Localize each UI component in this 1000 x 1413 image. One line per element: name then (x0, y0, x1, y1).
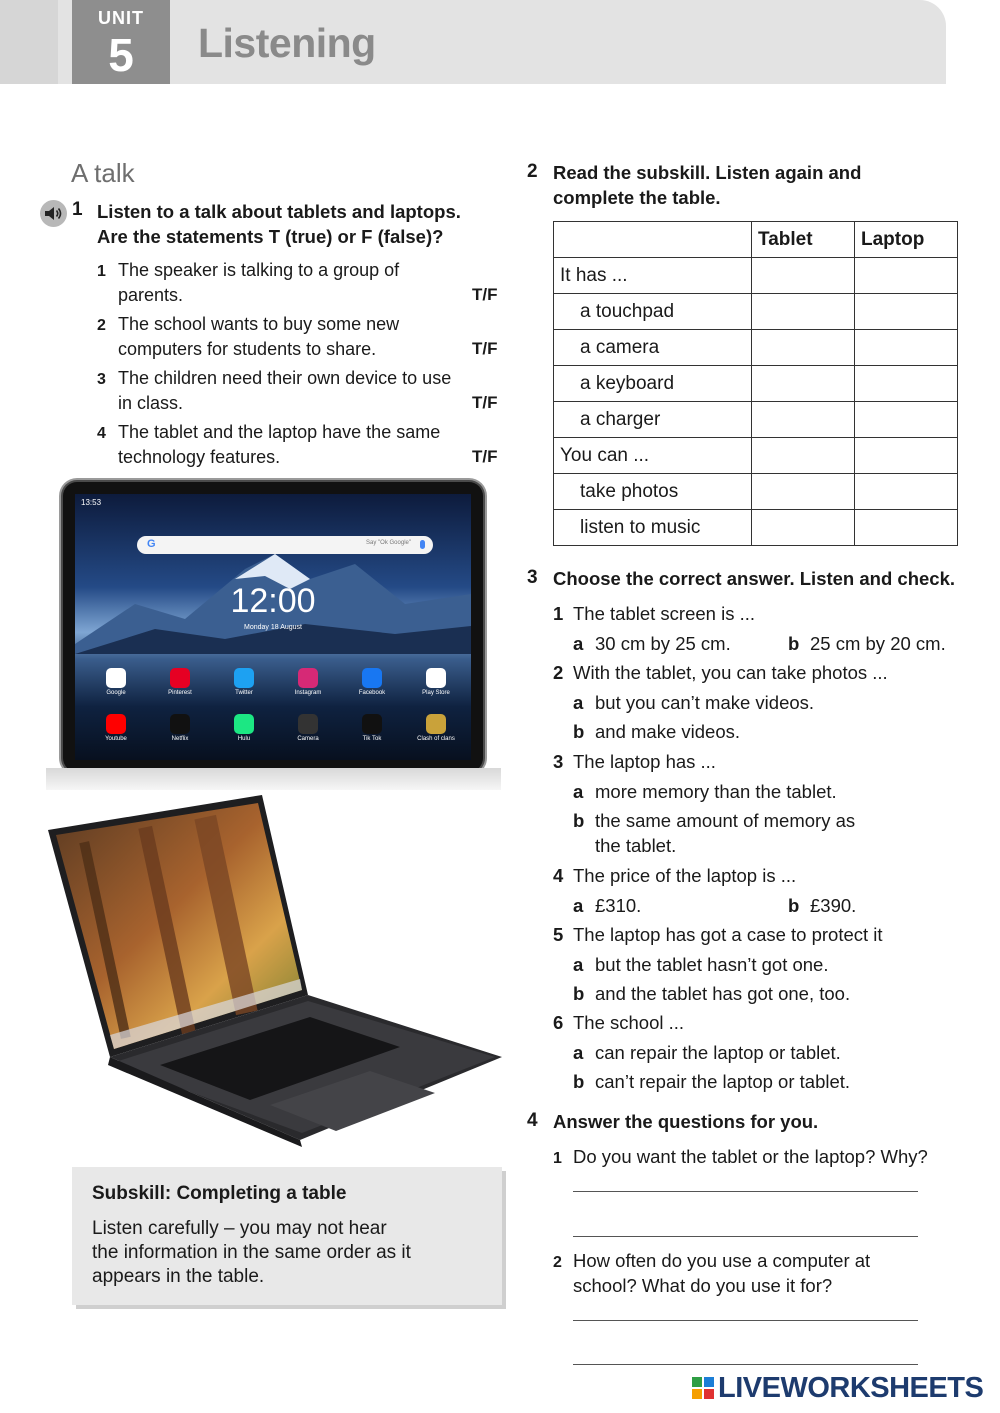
app-glyph-icon (106, 668, 126, 688)
page-title: Listening (198, 20, 376, 66)
table-header-laptop: Laptop (855, 222, 958, 258)
question-text: The laptop has got a case to protect it (573, 924, 883, 945)
item-number: 5 (553, 924, 564, 945)
search-hint: Say "Ok Google" (366, 540, 411, 546)
table-row-label: It has ... (554, 258, 752, 294)
microphone-icon (420, 540, 425, 549)
table-row (554, 294, 958, 330)
ex1-item-2 (97, 312, 502, 359)
table-row (554, 258, 958, 294)
app-glyph-icon (234, 668, 254, 688)
google-g-icon: G (147, 538, 156, 550)
option-a-text[interactable]: £310. (595, 895, 642, 916)
question-text: With the tablet, you can take photos ... (573, 662, 888, 683)
item-text: technology features. (118, 447, 281, 467)
table-cell-tablet[interactable] (752, 402, 855, 438)
option-letter[interactable]: b (573, 983, 585, 1004)
item-text: in class. (118, 393, 184, 413)
answer-line[interactable] (573, 1191, 918, 1192)
app-label: Play Store (422, 690, 450, 696)
app-icon (149, 714, 211, 742)
option-letter[interactable]: a (573, 895, 584, 916)
item-number: 3 (553, 751, 564, 772)
item-number: 6 (553, 1012, 564, 1033)
option-b-text[interactable]: and the tablet has got one, too. (595, 983, 851, 1004)
unit-number: 5 (108, 29, 134, 81)
option-a-text[interactable]: 30 cm by 25 cm. (595, 633, 731, 654)
option-letter[interactable]: a (573, 1042, 584, 1063)
exercise-3-number: 3 (527, 567, 538, 588)
option-b-text[interactable]: the same amount of memory as (595, 810, 856, 831)
answer-line[interactable] (573, 1364, 918, 1365)
table-cell-tablet[interactable] (752, 510, 855, 546)
option-a-text[interactable]: but the tablet hasn’t got one. (595, 954, 829, 975)
item-number: 1 (553, 603, 564, 624)
true-false-choice[interactable]: T/F (472, 447, 498, 466)
question-text: How often do you use a computer at (573, 1250, 871, 1271)
app-glyph-icon (234, 714, 254, 734)
option-a-text[interactable]: but you can’t make videos. (595, 692, 815, 713)
answer-line[interactable] (573, 1320, 918, 1321)
table-cell-laptop[interactable] (855, 474, 958, 510)
table-header-cell (554, 222, 752, 258)
app-icon (405, 668, 467, 696)
subskill-text (92, 1217, 487, 1289)
subskill-line: Listen carefully – you may not hear (92, 1218, 387, 1239)
option-letter[interactable]: a (573, 954, 584, 975)
option-a-text[interactable]: can repair the laptop or tablet. (595, 1042, 841, 1063)
app-label: Twitter (235, 690, 253, 696)
app-glyph-icon (298, 668, 318, 688)
table-cell-tablet[interactable] (752, 438, 855, 474)
app-glyph-icon (170, 668, 190, 688)
section-title: A talk (71, 158, 135, 188)
table-row-label: a touchpad (554, 294, 752, 330)
question-text: The tablet screen is ... (573, 603, 756, 624)
question-text: school? What do you use it for? (573, 1275, 833, 1296)
option-letter[interactable]: a (573, 633, 584, 654)
app-glyph-icon (362, 668, 382, 688)
option-letter[interactable]: b (788, 633, 800, 654)
ex4-question-1 (553, 1144, 928, 1171)
item-number: 4 (97, 425, 106, 442)
table-header-row (554, 222, 958, 258)
tablet-shadow (46, 768, 501, 790)
app-label: Facebook (358, 690, 386, 696)
instruction-line: complete the table. (553, 187, 721, 208)
instruction-line: Read the subskill. Listen again and (553, 162, 862, 183)
table-row-label: a camera (554, 330, 752, 366)
laptop-image (40, 795, 510, 1150)
exercise-1-number: 1 (72, 199, 83, 220)
app-icon (213, 714, 275, 742)
table-row-label: You can ... (554, 438, 752, 474)
app-glyph-icon (106, 714, 126, 734)
true-false-choice[interactable]: T/F (472, 339, 498, 358)
unit-label: UNIT (98, 8, 144, 28)
table-row (554, 510, 958, 546)
app-icon (213, 668, 275, 696)
exercise-1-instruction (97, 199, 517, 249)
table-row-label: listen to music (554, 510, 752, 546)
option-b-text[interactable]: the tablet. (595, 835, 677, 856)
app-label: Camera (297, 736, 319, 742)
item-text: parents. (118, 285, 184, 305)
item-text: The tablet and the laptop have the same (118, 422, 441, 442)
subskill-line: appears in the table. (92, 1266, 265, 1287)
audio-speaker-icon[interactable] (40, 200, 67, 227)
exercise-2-number: 2 (527, 161, 538, 182)
subskill-line: the information in the same order as it (92, 1242, 411, 1263)
table-row-label: a charger (554, 402, 752, 438)
item-number: 1 (553, 1150, 562, 1167)
question-text: The laptop has ... (573, 751, 716, 772)
table-row (554, 474, 958, 510)
table-row (554, 366, 958, 402)
app-icon (341, 668, 403, 696)
exercise-2-instruction (553, 160, 973, 210)
table-cell-tablet[interactable] (752, 474, 855, 510)
table-cell-tablet[interactable] (752, 330, 855, 366)
option-b-text[interactable]: can’t repair the laptop or tablet. (595, 1071, 851, 1092)
app-label: Netflix (171, 736, 189, 742)
exercise-4-number: 4 (527, 1110, 538, 1131)
option-b-text[interactable]: and make videos. (595, 721, 741, 742)
table-cell-laptop[interactable] (855, 330, 958, 366)
table-header-tablet: Tablet (752, 222, 855, 258)
app-label: Google (106, 690, 126, 696)
app-label: Hulu (237, 736, 251, 742)
ex1-item-3 (97, 366, 502, 413)
app-glyph-icon (426, 668, 446, 688)
app-icon (405, 714, 467, 742)
exercise-3-instruction: Choose the correct answer. Listen and check. (553, 568, 955, 589)
table-cell-tablet[interactable] (752, 366, 855, 402)
question-text: The school ... (573, 1012, 685, 1033)
item-number: 2 (97, 317, 106, 334)
item-text: The speaker is talking to a group of (118, 260, 400, 280)
app-glyph-icon (362, 714, 382, 734)
table-cell-laptop[interactable] (855, 294, 958, 330)
ex1-item-1 (97, 258, 502, 305)
app-icon (277, 668, 339, 696)
app-icon (149, 668, 211, 696)
item-number: 3 (97, 371, 106, 388)
google-search-bar (137, 536, 433, 554)
table-cell-tablet[interactable] (752, 258, 855, 294)
app-icon (341, 714, 403, 742)
answer-line[interactable] (573, 1236, 918, 1237)
app-glyph-icon (298, 714, 318, 734)
option-letter[interactable]: b (788, 895, 800, 916)
option-b-text[interactable]: 25 cm by 20 cm. (810, 633, 946, 654)
liveworksheets-logo[interactable]: LIVEWORKSHEETS (718, 1372, 984, 1404)
tablet-clock: 12:00 (230, 582, 316, 620)
app-icon (85, 714, 147, 742)
app-label: Tik Tok (362, 736, 382, 742)
app-icon (277, 714, 339, 742)
item-number: 1 (97, 263, 106, 280)
option-a-text[interactable]: more memory than the tablet. (595, 781, 837, 802)
app-label: Instagram (294, 690, 322, 696)
table-row (554, 438, 958, 474)
completion-table (553, 221, 958, 546)
true-false-choice[interactable]: T/F (472, 285, 498, 304)
option-letter[interactable]: a (573, 781, 584, 802)
header-left-tab (0, 0, 58, 84)
instruction-line: Are the statements T (true) or F (false)? (97, 226, 444, 247)
true-false-choice[interactable]: T/F (472, 393, 498, 412)
app-label: Youtube (105, 736, 127, 742)
table-row-label: a keyboard (554, 366, 752, 402)
table-cell-laptop[interactable] (855, 438, 958, 474)
table-cell-laptop[interactable] (855, 366, 958, 402)
table-row (554, 402, 958, 438)
table-cell-laptop[interactable] (855, 258, 958, 294)
item-number: 2 (553, 662, 564, 683)
liveworksheets-logo-icon (692, 1377, 714, 1399)
table-cell-laptop[interactable] (855, 510, 958, 546)
table-body (554, 258, 958, 546)
app-glyph-icon (426, 714, 446, 734)
question-text: The price of the laptop is ... (573, 865, 797, 886)
table-cell-tablet[interactable] (752, 294, 855, 330)
item-number: 4 (553, 865, 564, 886)
app-icon (85, 668, 147, 696)
status-time: 13:53 (81, 498, 102, 507)
option-letter[interactable]: b (573, 810, 585, 831)
ex4-question-2 (553, 1248, 871, 1296)
option-letter[interactable]: a (573, 692, 584, 713)
table-row (554, 330, 958, 366)
ex1-item-4 (97, 420, 502, 467)
app-glyph-icon (170, 714, 190, 734)
option-letter[interactable]: b (573, 721, 585, 742)
item-number: 2 (553, 1254, 562, 1271)
option-letter[interactable]: b (573, 1071, 585, 1092)
table-row-label: take photos (554, 474, 752, 510)
table-cell-laptop[interactable] (855, 402, 958, 438)
item-text: The school wants to buy some new (118, 314, 400, 334)
item-text: The children need their own device to use (118, 368, 452, 388)
option-b-text[interactable]: £390. (810, 895, 857, 916)
tablet-date: Monday 18 August (244, 624, 302, 631)
question-text: Do you want the tablet or the laptop? Why? (573, 1146, 928, 1167)
subskill-title: Subskill: Completing a table (92, 1183, 347, 1204)
unit-badge (72, 0, 170, 84)
item-text: computers for students to share. (118, 339, 377, 359)
tablet-image (63, 482, 483, 772)
tablet-screen (75, 494, 471, 760)
instruction-line: Listen to a talk about tablets and laptops. (97, 201, 461, 222)
exercise-4-instruction: Answer the questions for you. (553, 1111, 819, 1132)
app-label: Pinterest (168, 690, 192, 696)
app-label: Clash of clans (417, 736, 455, 742)
